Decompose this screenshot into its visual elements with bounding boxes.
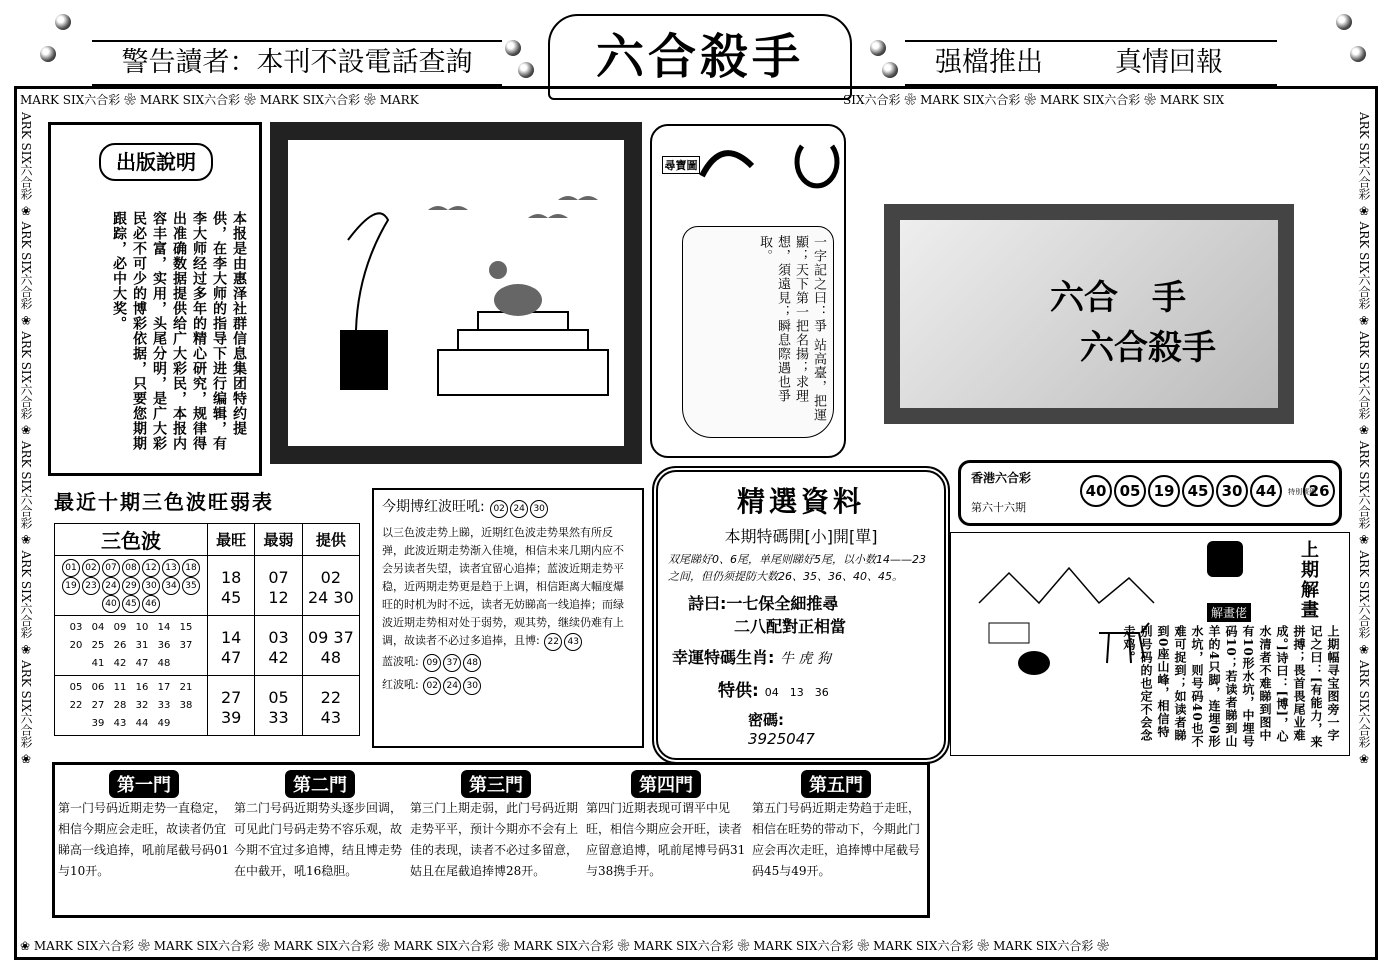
door-title: 第二門	[285, 770, 355, 798]
door-1	[58, 770, 230, 882]
door-title: 第三門	[461, 770, 531, 798]
door-text: 第四门近期表现可谓平中见旺，相信今期应会开旺，读者应留意追博，吼前尾博号码31与38携手开。	[586, 801, 746, 878]
door-5	[752, 770, 920, 882]
door-text: 第五门号码近期走势趋于走旺，相信在旺势的带动下，今期此门应会再次走旺，追捧博中尾截号码45与49开。	[752, 801, 921, 878]
border-strip-bottom: ❀ MARK SIX六合彩 ❀ MARK SIX六合彩 ❀ MARK SIX六合彩 ❀ MARK SIX六合彩 ❀ MARK SIX六合彩 ❀ MARK SIX六合彩 ❀ MARK SIX六合彩 ❀ MARK SIX六合彩 ❀ MARK SIX六合彩 ❀	[20, 939, 1110, 953]
pearl-ornament	[1336, 14, 1352, 30]
wave-number: 34	[162, 577, 180, 595]
wave-number: 12	[142, 559, 160, 577]
code-value: 3925047	[748, 730, 815, 748]
door-text: 第一门号码近期走势一直稳定，相信今期应会走旺，故读者仍宜睇高一线追捧，吼前尾截号码01与10开。	[58, 801, 230, 878]
wave-number: 42	[113, 657, 127, 669]
wave-number: 15	[179, 621, 193, 633]
wave-number: 48	[157, 657, 171, 669]
cover-image	[884, 204, 1294, 424]
draw-special-ball: 26	[1303, 475, 1335, 507]
wave-number: 27	[91, 699, 105, 711]
draw-ball: 45	[1182, 475, 1214, 507]
wave-table-panel	[54, 486, 370, 746]
wave-header: 最弱	[255, 524, 302, 556]
border-strip-top-left: MARK SIX六合彩 ❀ MARK SIX六合彩 ❀ MARK SIX六合彩 ❀ MARK	[20, 93, 419, 107]
treasure-label: 尋寶圖	[662, 156, 700, 174]
wave-number: 06	[91, 681, 105, 693]
wave-number: 32	[135, 699, 149, 711]
wave-number: 28	[113, 699, 127, 711]
wave-number: 26	[113, 639, 127, 651]
wave-header: 提供	[302, 524, 359, 556]
trend-ball: 24	[510, 500, 528, 518]
trend-title-row	[374, 490, 642, 524]
blue-label: 蓝波吼:	[382, 655, 419, 668]
wave-number: 20	[69, 639, 83, 651]
cover-panel	[850, 124, 1350, 454]
wave-number: 08	[122, 559, 140, 577]
poem-line2: 二八配對正相當	[734, 617, 847, 636]
last-tag: 解畫佬	[1207, 603, 1251, 622]
wave-number: 11	[113, 681, 127, 693]
last-panel	[950, 532, 1350, 756]
pearl-ornament	[518, 62, 534, 78]
draw-ball: 40	[1080, 475, 1112, 507]
draw-ball: 44	[1250, 475, 1282, 507]
draw-numbers	[1079, 475, 1336, 507]
table-row	[55, 556, 360, 616]
wave-number: 40	[102, 595, 120, 613]
special-value: 04 13 36	[764, 686, 829, 699]
red-ball: 02	[423, 677, 441, 695]
pearl-ornament	[882, 62, 898, 78]
code-row	[658, 703, 944, 754]
table-row	[55, 676, 360, 736]
door-title: 第一門	[109, 770, 179, 798]
wave-number: 14	[157, 621, 171, 633]
door-title: 第四門	[631, 770, 701, 798]
wave-number: 38	[179, 699, 193, 711]
riddle-picture	[270, 122, 642, 464]
trend-panel	[372, 488, 644, 748]
pearl-ornament	[55, 14, 71, 30]
wave-number: 25	[91, 639, 105, 651]
door-2	[234, 770, 406, 882]
riddle-illustration	[288, 140, 624, 446]
zodiac-row	[658, 639, 944, 674]
draw-ball: 19	[1148, 475, 1180, 507]
trend-body: 以三色波走势上睇，近期红色波走势果然有所反弹，此波近期走势渐入佳境，相信未来几期内应不会另读者失望，读者宜留心追捧；蓝波近期走势平稳，近两期走势更是趋于上调，相信距离大幅度爆旺的时机为时不远，读者无妨睇高一线追捧；而绿波近期走势相对处于弱势，观其势，继续仍难有上调，故读者不必过多追捧，且博:	[382, 526, 624, 647]
red-ball: 24	[443, 677, 461, 695]
wave-number: 45	[122, 595, 140, 613]
select-line1: 本期特碼開[小]開[單]	[724, 527, 878, 546]
wave-number: 18	[182, 559, 200, 577]
wave-number: 41	[91, 657, 105, 669]
give-value: 09 37 48	[302, 616, 359, 676]
wave-number: 49	[157, 717, 171, 729]
scroll	[682, 226, 834, 438]
wave-number: 21	[179, 681, 193, 693]
blue-pick-row	[374, 651, 642, 674]
draw-brand: 香港六合彩	[971, 471, 1032, 485]
pearl-ornament	[40, 46, 56, 62]
trend-title: 今期博红波旺吼:	[382, 499, 485, 515]
wave-header: 三色波	[55, 524, 208, 556]
wave-number: 23	[82, 577, 100, 595]
door-text: 第三门上期走弱，此门号码近期走势平平，预计今期亦不会有上佳的表现，读者不必过多留意，姑且在尾截追捧博28开。	[410, 801, 579, 878]
scroll-text: 一字記之曰：爭 站高臺，把運顯；天下第一把名揚；求理想，須遠見；瞬息際遇也爭取。	[757, 235, 826, 423]
poem-label: 詩曰:	[688, 594, 727, 613]
trend-ball: 22	[544, 633, 562, 651]
cold-value: 05 33	[255, 676, 302, 736]
treasure-symbols	[692, 136, 872, 196]
publication-title: 出版說明	[99, 143, 213, 181]
pearl-ornament	[1350, 46, 1366, 62]
warning-banner: 警告讀者：本刊不設電話查詢	[92, 40, 502, 86]
poem-line1: 一七保全細推尋	[726, 594, 839, 613]
wave-number: 19	[62, 577, 80, 595]
select-panel	[652, 466, 950, 764]
treasure-panel	[650, 124, 846, 458]
wave-number: 46	[142, 595, 160, 613]
wave-number: 37	[179, 639, 193, 651]
red-pick-row	[374, 674, 642, 697]
wave-number: 36	[157, 639, 171, 651]
blue-ball: 37	[443, 654, 461, 672]
door-3	[410, 770, 582, 882]
green-wave-numbers	[55, 676, 208, 736]
slogan-banner	[905, 40, 1277, 86]
blue-ball: 48	[463, 654, 481, 672]
wave-number: 05	[69, 681, 83, 693]
red-label: 红波吼:	[382, 678, 419, 691]
border-strip-top-right: SIX六合彩 ❀ MARK SIX六合彩 ❀ MARK SIX六合彩 ❀ MARK SIX	[843, 93, 1225, 107]
wave-number: 22	[69, 699, 83, 711]
hot-value: 27 39	[208, 676, 255, 736]
last-title: 上期解畫	[1301, 540, 1319, 621]
wave-number: 31	[135, 639, 149, 651]
special-row	[658, 674, 944, 703]
special-tag: 特別號碼	[1288, 487, 1317, 496]
draw-issue: 第六十六期	[971, 501, 1026, 514]
wave-number: 04	[91, 621, 105, 633]
wave-header: 最旺	[208, 524, 255, 556]
wave-number: 02	[82, 559, 100, 577]
wave-table-title: 最近十期三色波旺弱表	[54, 490, 274, 514]
publication-body: 本报是由惠泽社群信息集团特约提供，在李大师的指导下进行编辑，有李大师经过多年的精心研究，规律得出准确数据提供给广大彩民，本报内容丰富，实用，头尾分明，是广大彩民必不可少的博彩依据，只要您期期跟踪，必中大奖。	[111, 211, 247, 451]
wave-number: 29	[122, 577, 140, 595]
hot-value: 14 47	[208, 616, 255, 676]
select-line2: 双尾睇好0、6尾，单尾则睇好5尾，以小数14——23之间，但仍须提防大数26、35、36、40、45。	[668, 553, 926, 583]
last-black-box	[1207, 541, 1243, 577]
wave-number: 24	[102, 577, 120, 595]
give-value: 02 24 30	[302, 556, 359, 616]
cover-title-top: 六合 手	[1050, 278, 1186, 318]
door-text: 第二门号码近期势头逐步回调，可见此门号码走势不容乐观，故今期不宜过多追博，结且博走势在中截开，吼16稳胆。	[234, 801, 403, 878]
wave-number: 44	[135, 717, 149, 729]
trend-ball: 02	[490, 500, 508, 518]
wave-number: 33	[157, 699, 171, 711]
door-title: 第五門	[801, 770, 871, 798]
last-body: 上期幅寻宝图旁一字记之曰：[有能力，来拼搏；畏首畏尾业难成。]诗曰：[博]，心水清者不难睇到图中有10形水坑，中埋号码10；若读者睇到山羊的4只脚，连埋0形水坑，则号码40也不难可捉到；如读者睇到0座山峰，相信特别号码的也定不会念走鸡。	[1122, 625, 1340, 749]
wave-number: 09	[113, 621, 127, 633]
slogan-left: 强檔推出	[935, 47, 1043, 78]
cold-value: 07 12	[255, 556, 302, 616]
wave-number: 39	[91, 717, 105, 729]
wave-table	[54, 523, 370, 736]
zodiac-label: 幸運特碼生肖:	[672, 648, 775, 667]
wave-number: 43	[113, 717, 127, 729]
wave-number: 30	[142, 577, 160, 595]
table-row	[55, 616, 360, 676]
select-title: 精選資料	[736, 485, 865, 518]
pearl-ornament	[505, 40, 521, 56]
red-wave-numbers	[55, 556, 208, 616]
wave-number: 16	[135, 681, 149, 693]
wave-number: 03	[69, 621, 83, 633]
pearl-ornament	[870, 40, 886, 56]
red-ball: 30	[463, 677, 481, 695]
trend-ball: 30	[530, 500, 548, 518]
hot-value: 18 45	[208, 556, 255, 616]
slogan-right: 真情回報	[1115, 47, 1223, 78]
masthead-logo: 六合殺手	[548, 14, 852, 100]
trend-body-block	[374, 524, 642, 651]
draw-ball: 05	[1114, 475, 1146, 507]
wave-number: 01	[62, 559, 80, 577]
draw-ball: 30	[1216, 475, 1248, 507]
cold-value: 03 42	[255, 616, 302, 676]
wave-number: 13	[162, 559, 180, 577]
border-strip-right: ARK SIX六合彩 ❀ ARK SIX六合彩 ❀ ARK SIX六合彩 ❀ ARK SIX六合彩 ❀ ARK SIX六合彩 ❀ ARK SIX六合彩 ❀	[1357, 112, 1371, 766]
blue-wave-numbers	[55, 616, 208, 676]
wave-number: 35	[182, 577, 200, 595]
wave-number: 17	[157, 681, 171, 693]
publication-panel	[48, 122, 262, 476]
cover-title-bottom: 六合殺手	[1080, 328, 1216, 368]
draw-panel	[958, 460, 1342, 526]
give-value: 22 43	[302, 676, 359, 736]
wave-number: 47	[135, 657, 149, 669]
special-label: 特供:	[718, 681, 759, 701]
wave-number: 10	[135, 621, 149, 633]
blue-ball: 09	[423, 654, 441, 672]
door-4	[586, 770, 746, 882]
border-strip-left: ARK SIX六合彩 ❀ ARK SIX六合彩 ❀ ARK SIX六合彩 ❀ ARK SIX六合彩 ❀ ARK SIX六合彩 ❀ ARK SIX六合彩 ❀	[19, 112, 33, 766]
trend-ball: 43	[564, 633, 582, 651]
poem-row	[658, 589, 944, 639]
wave-number: 07	[102, 559, 120, 577]
zodiac-value: 牛 虎 狗	[779, 651, 831, 667]
code-label: 密碼:	[748, 711, 784, 729]
